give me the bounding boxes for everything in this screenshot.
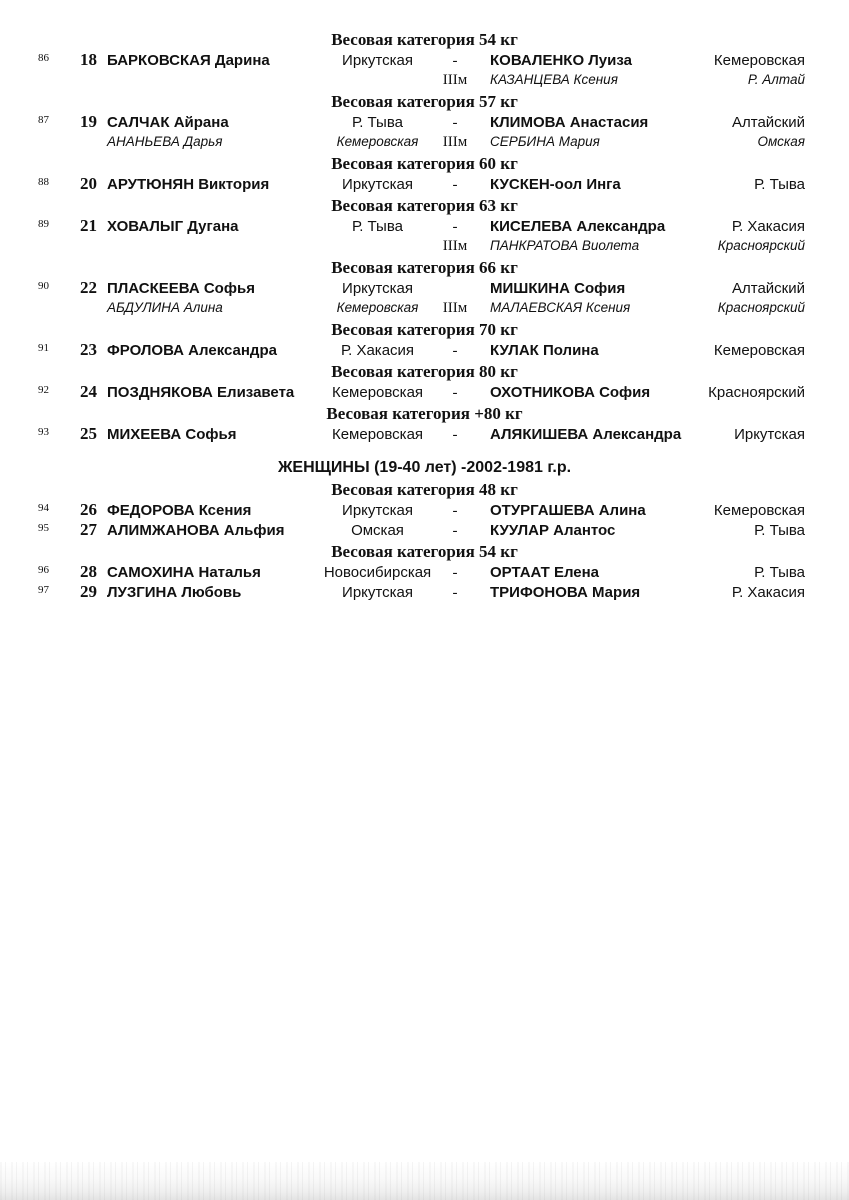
right-athlete-name: ОХОТНИКОВА София: [490, 384, 651, 401]
bout-row: [0, 562, 849, 582]
right-athlete-region: Алтайский: [731, 280, 805, 297]
bout-global-number: 89: [38, 218, 49, 230]
right-athlete-name: КУСКЕН-оол Инга: [490, 176, 621, 193]
rank-mark: IIIм: [442, 300, 468, 316]
right-athlete-name: МАЛАЕВСКАЯ Ксения: [490, 300, 631, 315]
right-athlete-region: Р. Алтай: [747, 72, 805, 87]
right-athlete-name: КАЗАНЦЕВА Ксения: [490, 72, 618, 87]
bout-number: 25: [80, 424, 97, 443]
bout-row-secondary: [0, 298, 849, 318]
right-athlete-region: Омская: [757, 134, 805, 149]
right-athlete-name: ТРИФОНОВА Мария: [490, 584, 641, 601]
right-athlete-region: Красноярский: [717, 238, 805, 253]
right-athlete-region: Красноярский: [708, 384, 805, 401]
bout-global-number: 92: [38, 384, 49, 396]
left-athlete-name: АЛИМЖАНОВА Альфия: [107, 522, 285, 539]
bout-global-number: 87: [38, 114, 49, 126]
weight-category-heading: Весовая категория 57 кг: [331, 92, 518, 111]
right-athlete-region: Р. Тыва: [754, 522, 805, 539]
right-athlete-region: Кемеровская: [713, 342, 805, 359]
bout-number: 24: [80, 382, 97, 401]
right-athlete-name: ОРТААТ Елена: [490, 564, 600, 581]
right-athlete-name: КЛИМОВА Анастасия: [490, 114, 649, 131]
bout-row: [0, 216, 849, 236]
bout-row: [0, 278, 849, 298]
versus-separator: -: [452, 585, 458, 601]
bout-global-number: 86: [38, 52, 49, 64]
bout-global-number: 96: [38, 564, 49, 576]
left-athlete-name: АНАНЬЕВА Дарья: [107, 134, 223, 149]
left-athlete-region: Кемеровская: [331, 384, 424, 401]
left-athlete-name: ФРОЛОВА Александра: [107, 342, 277, 359]
bout-row: [0, 424, 849, 444]
rank-mark: IIIм: [442, 72, 468, 88]
left-athlete-region: Кемеровская: [331, 426, 424, 443]
bout-row-secondary: [0, 236, 849, 256]
left-athlete-region: Новосибирская: [323, 564, 432, 581]
left-athlete-region: Р. Хакасия: [340, 342, 415, 359]
right-athlete-name: АЛЯКИШЕВА Александра: [490, 426, 682, 443]
left-athlete-name: МИХЕЕВА Софья: [107, 426, 237, 443]
weight-category-heading: Весовая категория 54 кг: [331, 542, 518, 561]
left-athlete-name: ПОЗДНЯКОВА Елизавета: [107, 384, 295, 401]
bout-number: 26: [80, 500, 97, 519]
versus-separator: -: [452, 53, 458, 69]
right-athlete-name: КУУЛАР Алантос: [490, 522, 616, 539]
right-athlete-name: СЕРБИНА Мария: [490, 134, 600, 149]
left-athlete-name: АРУТЮНЯН Виктория: [107, 176, 270, 193]
right-athlete-region: Красноярский: [717, 300, 805, 315]
bout-global-number: 97: [38, 584, 49, 596]
weight-category-heading: Весовая категория 66 кг: [331, 258, 518, 277]
bout-row-secondary: [0, 132, 849, 152]
bout-number: 18: [80, 50, 97, 69]
bout-global-number: 91: [38, 342, 49, 354]
bout-global-number: 94: [38, 502, 49, 514]
rank-mark: IIIм: [442, 238, 468, 254]
left-athlete-name: ХОВАЛЫГ Дугана: [107, 218, 239, 235]
left-athlete-region: Р. Тыва: [352, 218, 403, 235]
bout-global-number: 88: [38, 176, 49, 188]
scan-noise-band: [0, 1162, 849, 1200]
left-athlete-name: САМОХИНА Наталья: [107, 564, 261, 581]
bout-row: [0, 50, 849, 70]
bout-row-secondary: [0, 70, 849, 90]
left-athlete-region: Иркутская: [342, 52, 413, 69]
versus-separator: -: [452, 427, 458, 443]
left-athlete-region: Иркутская: [342, 584, 413, 601]
versus-separator: -: [452, 219, 458, 235]
weight-category-heading: Весовая категория 70 кг: [331, 320, 518, 339]
left-athlete-region: Кемеровская: [336, 300, 419, 315]
rank-mark: IIIм: [442, 134, 468, 150]
versus-separator: -: [452, 177, 458, 193]
bout-number: 21: [80, 216, 97, 235]
right-athlete-region: Кемеровская: [713, 52, 805, 69]
bout-global-number: 90: [38, 280, 49, 292]
right-athlete-region: Р. Тыва: [754, 176, 805, 193]
bout-row: [0, 500, 849, 520]
bout-row: [0, 382, 849, 402]
versus-separator: -: [452, 503, 458, 519]
bout-row: [0, 340, 849, 360]
bout-number: 22: [80, 278, 97, 297]
right-athlete-region: Алтайский: [731, 114, 805, 131]
left-athlete-name: АБДУЛИНА Алина: [107, 300, 223, 315]
left-athlete-region: Иркутская: [342, 280, 413, 297]
left-athlete-name: ПЛАСКЕЕВА Софья: [107, 280, 255, 297]
age-group-heading: ЖЕНЩИНЫ (19-40 лет) -2002-1981 г.р.: [277, 459, 572, 476]
right-athlete-name: МИШКИНА София: [490, 280, 626, 297]
versus-separator: -: [452, 523, 458, 539]
right-athlete-region: Р. Хакасия: [731, 218, 805, 235]
bout-global-number: 93: [38, 426, 49, 438]
bout-row: [0, 174, 849, 194]
bout-row: [0, 582, 849, 602]
left-athlete-region: Иркутская: [342, 176, 413, 193]
bout-row: [0, 520, 849, 540]
right-athlete-name: ПАНКРАТОВА Виолета: [490, 238, 640, 253]
left-athlete-region: Кемеровская: [336, 134, 419, 149]
bout-row: [0, 112, 849, 132]
weight-category-heading: Весовая категория 63 кг: [331, 196, 518, 215]
versus-separator: -: [452, 565, 458, 581]
left-athlete-name: САЛЧАК Айрана: [107, 114, 229, 131]
left-athlete-name: ФЕДОРОВА Ксения: [107, 502, 252, 519]
versus-separator: -: [452, 385, 458, 401]
bout-global-number: 95: [38, 522, 49, 534]
left-athlete-name: ЛУЗГИНА Любовь: [107, 584, 242, 601]
left-athlete-name: БАРКОВСКАЯ Дарина: [107, 52, 270, 69]
versus-separator: -: [452, 115, 458, 131]
versus-separator: -: [452, 343, 458, 359]
weight-category-heading: Весовая категория 48 кг: [331, 480, 518, 499]
right-athlete-region: Кемеровская: [713, 502, 805, 519]
bout-number: 27: [80, 520, 97, 539]
left-athlete-region: Р. Тыва: [352, 114, 403, 131]
right-athlete-region: Иркутская: [734, 426, 805, 443]
right-athlete-name: КУЛАК Полина: [490, 342, 599, 359]
right-athlete-name: ОТУРГАШЕВА Алина: [490, 502, 646, 519]
left-athlete-region: Иркутская: [342, 502, 413, 519]
bout-number: 20: [80, 174, 97, 193]
weight-category-heading: Весовая категория 80 кг: [331, 362, 518, 381]
left-athlete-region: Омская: [351, 522, 404, 539]
weight-category-heading: Весовая категория 60 кг: [331, 154, 518, 173]
bout-number: 28: [80, 562, 97, 581]
right-athlete-name: КОВАЛЕНКО Луиза: [490, 52, 632, 69]
weight-category-heading: Весовая категория 54 кг: [331, 30, 518, 49]
right-athlete-region: Р. Хакасия: [731, 584, 805, 601]
right-athlete-region: Р. Тыва: [754, 564, 805, 581]
bout-number: 23: [80, 340, 97, 359]
right-athlete-name: КИСЕЛЕВА Александра: [490, 218, 666, 235]
bout-number: 29: [80, 582, 97, 601]
bout-number: 19: [80, 112, 97, 131]
weight-category-heading: Весовая категория +80 кг: [326, 404, 523, 423]
